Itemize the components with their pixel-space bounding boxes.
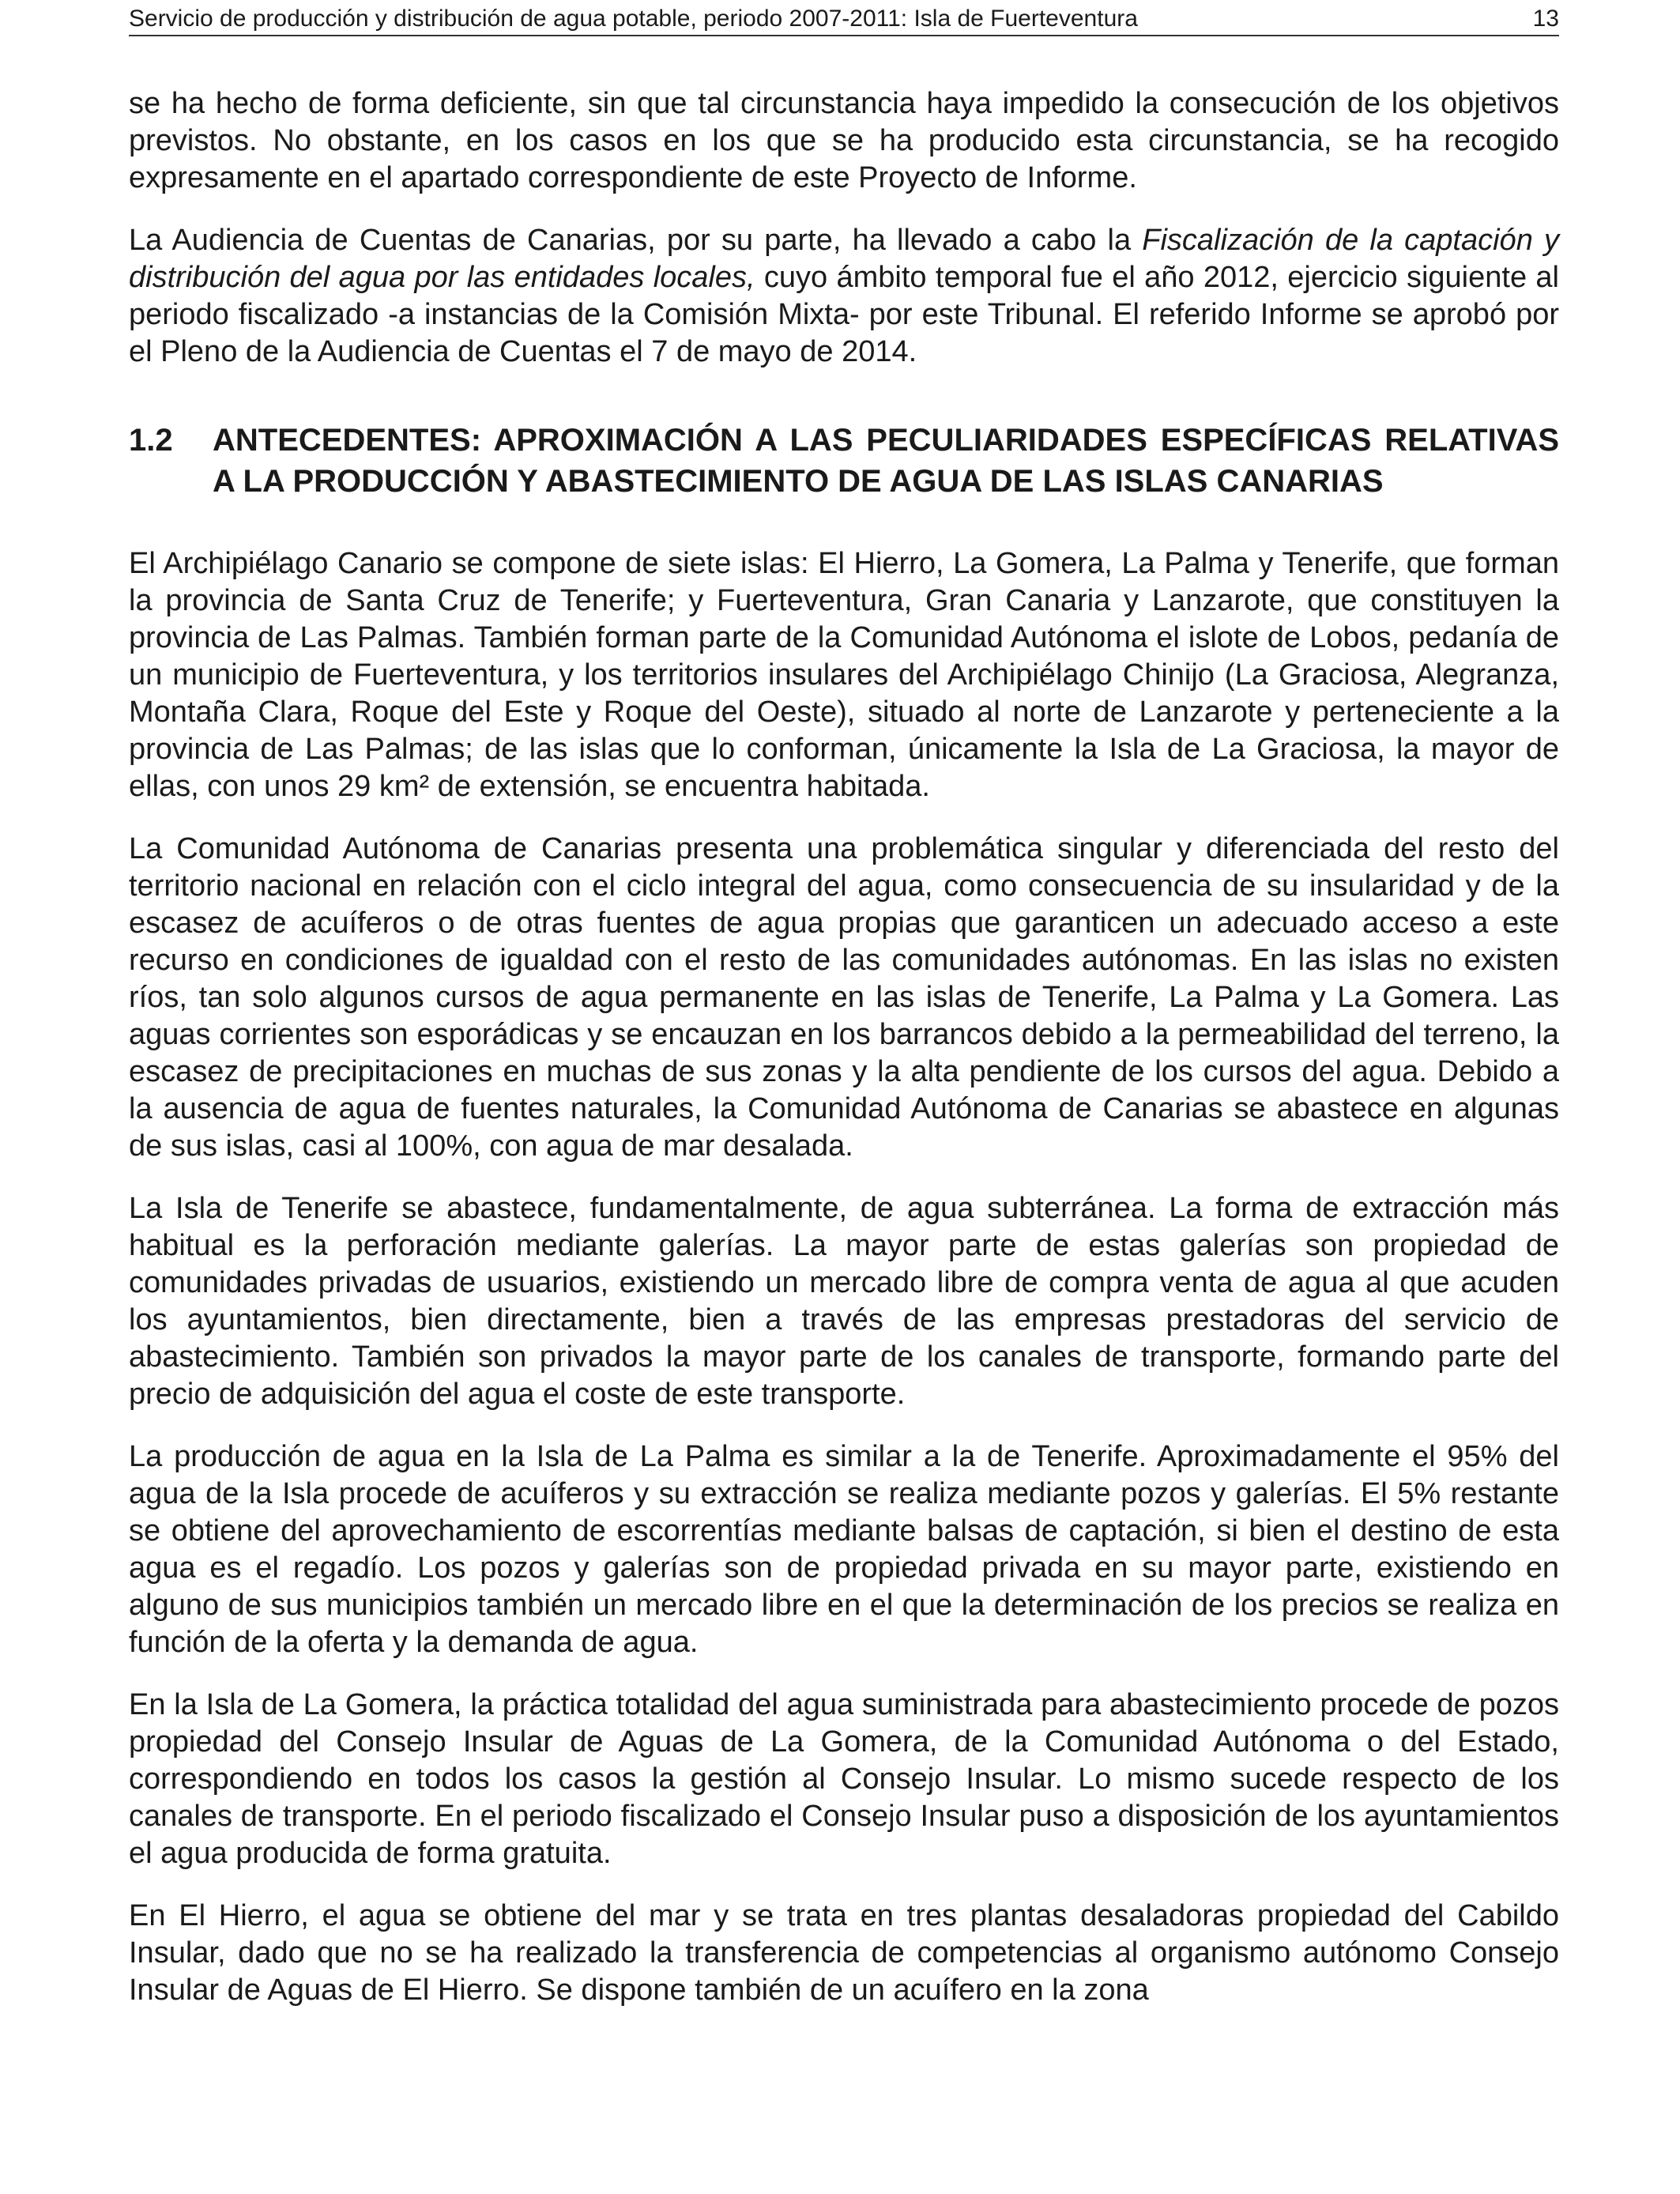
paragraph-tenerife: La Isla de Tenerife se abastece, fundamentalmente, de agua subterránea. La forma de extracción más habitual es la perforación mediante galerías. La mayor parte de estas galerías son propiedad de comunidades privadas de usuarios, existiendo un mercado libre de compra venta de agua al que acuden los ayuntamientos, bien directamente, bien a través de las empresas prestadoras del servicio de abastecimiento. También son privados la mayor parte de los canales de transporte, formando parte del precio de adquisición del agua el coste de este transporte. (129, 1192, 1559, 1411)
paragraph-la-palma: La producción de agua en la Isla de La Palma es similar a la de Tenerife. Aproximadamente el 95% del agua de la Isla procede de acuíferos y su extracción se realiza mediante pozos y galerías. El 5% restante se obtiene del aprovechamiento de escorrentías mediante balsas de captación, si bien el destino de esta agua es el regadío. Los pozos y galerías son de propiedad privada en su mayor parte, existiendo en alguno de sus municipios también un mercado libre en el que la determinación de los precios se realiza en función de la oferta y la demanda de agua. (129, 1440, 1559, 1659)
report-title-italic: Fiscalización de la captación y distribución del agua por las entidades locales, (129, 224, 1559, 294)
page-number: 13 (1532, 6, 1559, 32)
running-title: Servicio de producción y distribución de agua potable, periodo 2007-2011: Isla de Fuerteventura (129, 6, 1138, 32)
section-title: ANTECEDENTES: APROXIMACIÓN A LAS PECULIARIDADES ESPECÍFICAS RELATIVAS A LA PRODUCCIÓN Y ABASTECIMIENTO DE AGUA DE LAS ISLAS CANARIAS (213, 423, 1559, 499)
section-number: 1.2 (129, 423, 173, 458)
paragraph-audiencia-cuentas (129, 222, 1559, 371)
page-header (129, 5, 1559, 36)
paragraph-la-gomera: En la Isla de La Gomera, la práctica totalidad del agua suministrada para abastecimiento procede de pozos propiedad del Consejo Insular de Aguas de La Gomera, de la Comunidad Autónoma o del Estado, correspondiendo en todos los casos la gestión al Consejo Insular. Lo mismo sucede respecto de los canales de transporte. En el periodo fiscalizado el Consejo Insular puso a disposición de los ayuntamientos el agua producida de forma gratuita. (129, 1688, 1559, 1870)
paragraph-el-hierro: En El Hierro, el agua se obtiene del mar y se trata en tres plantas desaladoras propiedad del Cabildo Insular, dado que no se ha realizado la transferencia de competencias al organismo autónomo Consejo Insular de Aguas de El Hierro. Se dispone también de un acuífero en la zona (129, 1899, 1559, 2007)
paragraph-problematica: La Comunidad Autónoma de Canarias presenta una problemática singular y diferenciada del resto del territorio nacional en relación con el ciclo integral del agua, como consecuencia de su insularidad y de la escasez de acuíferos o de otras fuentes de agua propias que garanticen un adecuado acceso a este recurso en condiciones de igualdad con el resto de las comunidades autónomas. En las islas no existen ríos, tan solo algunos cursos de agua permanente en las islas de Tenerife, La Palma y La Gomera. Las aguas corrientes son esporádicas y se encauzan en los barrancos debido a la permeabilidad del terreno, la escasez de precipitaciones en muchas de sus zonas y la alta pendiente de los cursos del agua. Debido a la ausencia de agua de fuentes naturales, la Comunidad Autónoma de Canarias se abastece en algunas de sus islas, casi al 100%, con agua de mar desalada. (129, 832, 1559, 1163)
section-heading (129, 420, 1559, 502)
paragraph-continuation: se ha hecho de forma deficiente, sin que tal circunstancia haya impedido la consecución de los objetivos previstos. No obstante, en los casos en los que se ha producido esta circunstancia, se ha recogido expresamente en el apartado correspondiente de este Proyecto de Informe. (129, 87, 1559, 194)
paragraph-archipielago: El Archipiélago Canario se compone de siete islas: El Hierro, La Gomera, La Palma y Tenerife, que forman la provincia de Santa Cruz de Tenerife; y Fuerteventura, Gran Canaria y Lanzarote, que constituyen la provincia de Las Palmas. También forman parte de la Comunidad Autónoma el islote de Lobos, pedanía de un municipio de Fuerteventura, y los territorios insulares del Archipiélago Chinijo (La Graciosa, Alegranza, Montaña Clara, Roque del Este y Roque del Oeste), situado al norte de Lanzarote y perteneciente a la provincia de Las Palmas; de las islas que lo conforman, únicamente la Isla de La Graciosa, la mayor de ellas, con unos 29 km² de extensión, se encuentra habitada. (129, 547, 1559, 803)
paragraph-text: La Audiencia de Cuentas de Canarias, por su parte, ha llevado a cabo la (129, 224, 1143, 257)
document-body (129, 85, 1559, 2034)
paragraph-text: cuyo ámbito temporal fue el año 2012, ejercicio siguiente al periodo fiscalizado -a instancias de la Comisión Mixta- por este Tribunal. El referido Informe se aprobó por el Pleno de la Audiencia de Cuentas el 7 de mayo de 2014. (129, 261, 1559, 368)
